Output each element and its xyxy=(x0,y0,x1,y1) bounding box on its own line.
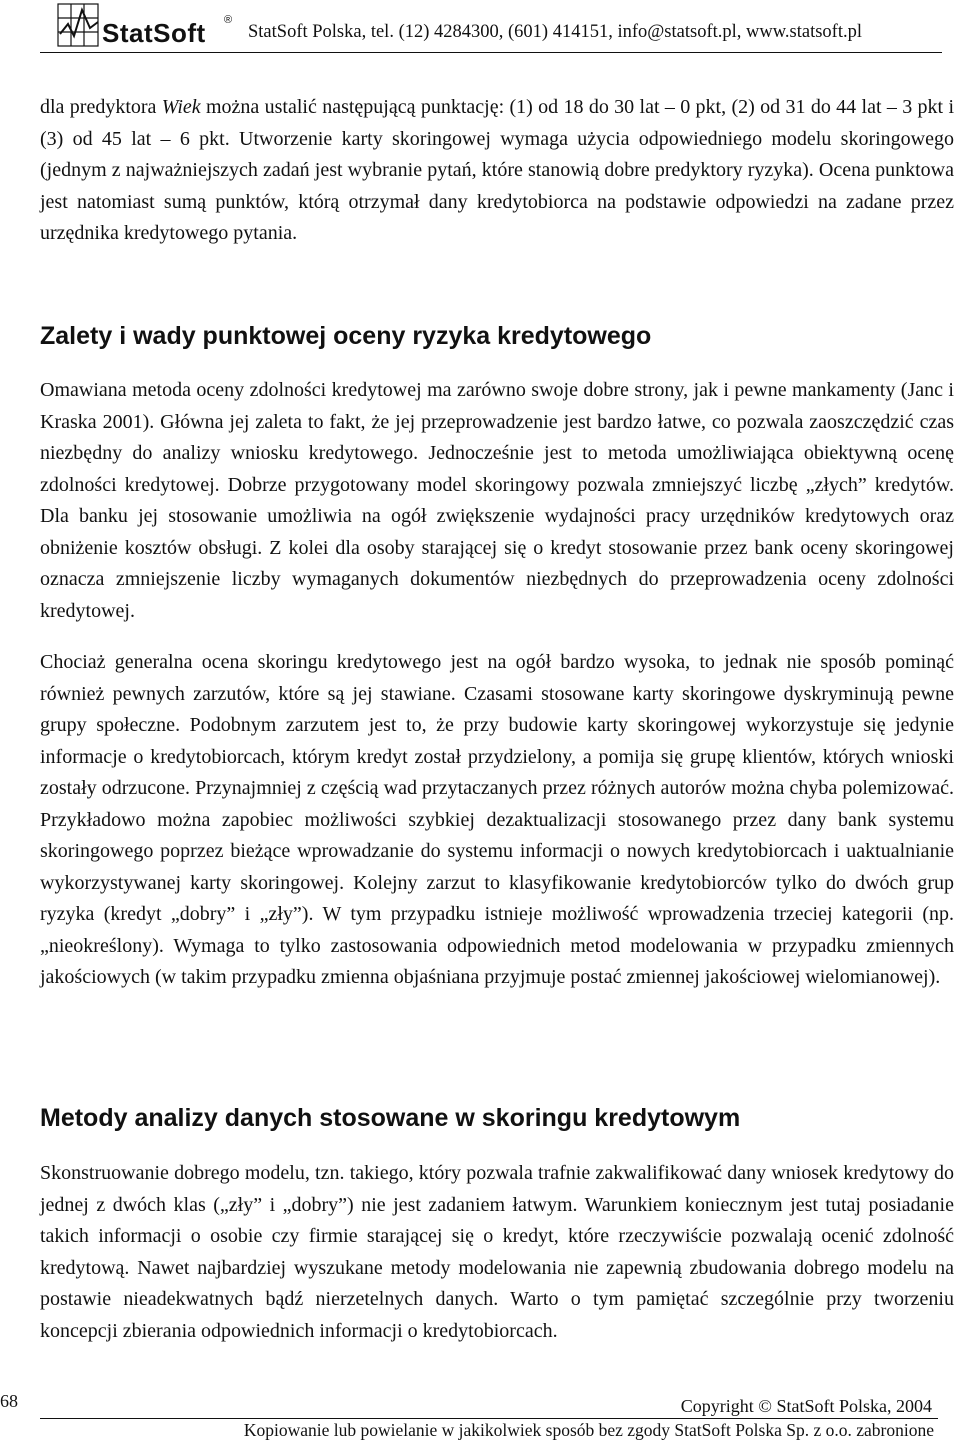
copyright-notice: Copyright © StatSoft Polska, 2004 xyxy=(680,1396,932,1416)
intro-text-start: dla predyktora xyxy=(40,96,162,118)
section-heading-methods: Metody analizy danych stosowane w skoringu kredytowym xyxy=(40,1104,741,1132)
header-contact-line: StatSoft Polska, tel. (12) 4284300, (601) 414151, info@statsoft.pl, www.statsoft.pl xyxy=(248,22,862,42)
footer-divider xyxy=(40,1418,938,1419)
page-number: 68 xyxy=(0,1391,18,1411)
intro-paragraph xyxy=(40,92,954,250)
logo-wordmark: StatSoft xyxy=(102,18,206,48)
header-divider xyxy=(40,52,942,53)
section1-paragraph-1: Omawiana metoda oceny zdolności kredytowej ma zarówno swoje dobre strony, jak i pewne mankamenty (Janc i Kraska 2001). Główna jej zaleta to fakt, że jej przeprowadzenie jest bardzo łatwe, co pozwala zaoszczędzić czas niezbędny do analizy wniosku kredytowego. Jednocześnie jest to metoda umożliwiająca obiektywną ocenę zdolności kredytowej. Dobrze przygotowany model skoringowy pozwala zmniejszyć liczbę „złych” kredytów. Dla banku jej stosowanie umożliwia na ogół zwiększenie wydajności pracy urzędników kredytowych oraz obniżenie kosztów obsługi. Z kolei dla osoby starającej się o kredyt stosowanie przez bank oceny skoringowej oznacza zmniejszenie liczby wymaganych dokumentów niezbędnych do przeprowadzenia oceny zdolności kredytowej. xyxy=(40,379,954,622)
logo-grid-icon xyxy=(56,2,100,50)
section2-paragraph-1: Skonstruowanie dobrego modelu, tzn. takiego, który pozwala trafnie zakwalifikować dany wniosek kredytowy do jednej z dwóch klas („zły” i „dobry”) nie jest zadaniem łatwym. Warunkiem koniecznym jest tutaj posiadanie takich informacji o osobie czy firmie starającej się o kredyt, które rzeczywiście pozwalają ocenić zdolność kredytową. Nawet najbardziej wyszukane metody modelowania nie zapewnią zbudowania dobrego modelu na postawie nieadekwatnych bądź nierzetelnych danych. Warto o tym pamiętać szczególnie przy tworzeniu koncepcji zbierania odpowiednich informacji o kredytobiorcach. xyxy=(40,1162,954,1342)
statsoft-logo xyxy=(56,2,236,50)
intro-text-rest: można ustalić następującą punktację: (1) od 18 do 30 lat – 0 pkt, (2) od 31 do 44 lat – 3 pkt i (3) od 45 lat – 6 pkt. Utworzenie karty skoringowej wymaga użycia odpowiedniego modelu skoringowego (jednym z najważniejszych zadań jest wybranie pytań, które stanowią dobre predyktory ryzyka). Ocena punktowa jest natomiast sumą punktów, którą otrzymał dany kredytobiorca na podstawie odpowiedzi na zadane przez urzędnika kredytowego pytania. xyxy=(40,96,954,244)
registered-mark: ® xyxy=(224,14,233,26)
intro-italic-term: Wiek xyxy=(161,96,201,118)
page-header xyxy=(0,0,960,56)
copying-notice: Kopiowanie lub powielanie w jakikolwiek sposób bez zgody StatSoft Polska Sp. z o.o. zabronione xyxy=(243,1420,934,1440)
section1-paragraph-2: Chociaż generalna ocena skoringu kredytowego jest na ogół bardzo wysoka, to jednak nie sposób pominąć również pewnych zarzutów, które są jej stawiane. Czasami stosowane karty skoringowe dyskryminują pewne grupy społeczne. Podobnym zarzutem jest to, że przy budowie karty skoringowej wykorzystuje się jedynie informacje o kredytobiorcach, którym kredyt został przydzielony, a pomija się grupę klientów, których wnioski zostały odrzucone. Przynajmniej z częścią wad przytaczanych przez różnych autorów można chyba polemizować. Przykładowo można zapobiec możliwości szybkiej dezaktualizacji stosowanego przez dany bank systemu skoringowego poprzez bieżące wprowadzanie do systemu informacji o nowych kredytobiorcach i uaktualnianie wykorzystywanej karty skoringowej. Kolejny zarzut to klasyfikowanie kredytobiorców tylko do dwóch grup ryzyka (kredyt „dobry” i „zły”). W tym przypadku istnieje możliwość wprowadzenia trzeciej kategorii (np. „nieokreślony). Wymaga to tylko zastosowania odpowiednich metod modelowania w przypadku zmiennych jakościowych (w takim przypadku zmienna objaśniana przyjmuje postać zmiennej jakościowej wielomianowej). xyxy=(40,651,954,988)
section-heading-advantages: Zalety i wady punktowej oceny ryzyka kredytowego xyxy=(40,322,652,350)
